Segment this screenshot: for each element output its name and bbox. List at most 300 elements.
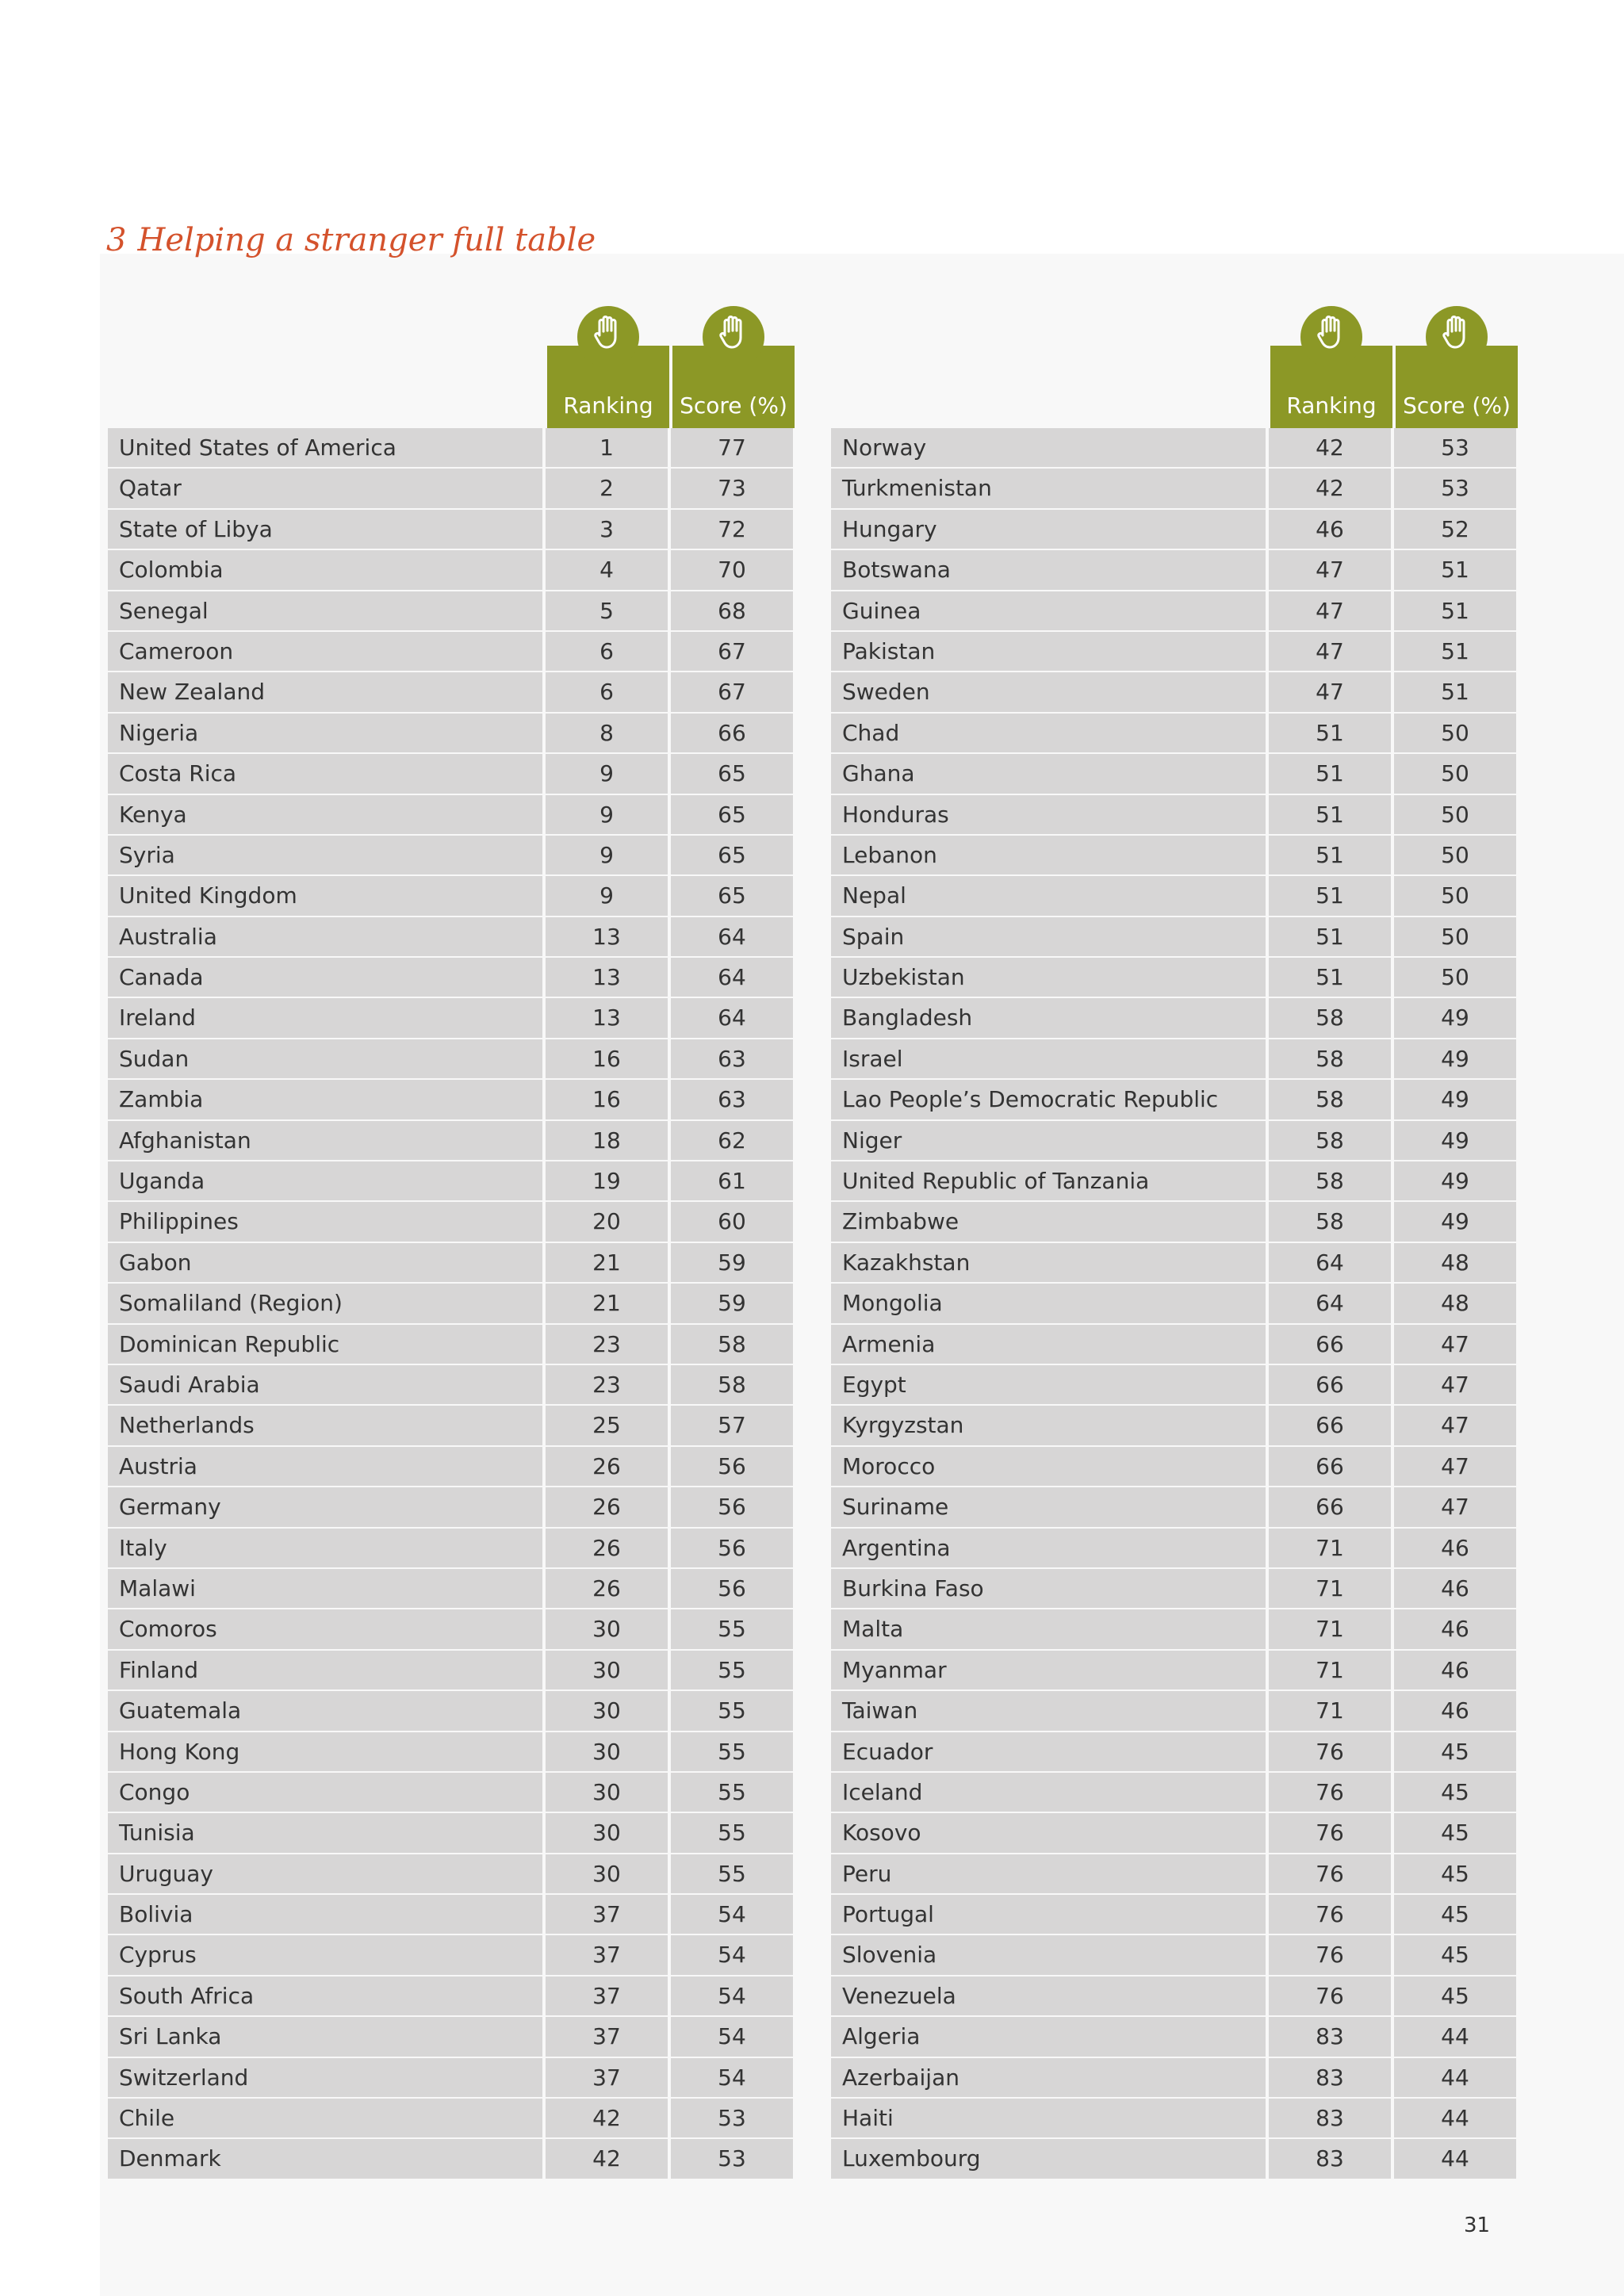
rank-cell: 37 — [546, 1895, 668, 1934]
table-row — [108, 754, 796, 793]
score-cell: 56 — [671, 1487, 793, 1526]
score-cell: 44 — [1394, 2099, 1516, 2137]
country-cell: Slovenia — [831, 1935, 1266, 1974]
table-row — [831, 2058, 1519, 2097]
table-row — [831, 2099, 1519, 2137]
score-cell: 46 — [1394, 1691, 1516, 1730]
score-cell: 46 — [1394, 1651, 1516, 1689]
table-row — [831, 672, 1519, 711]
table-row — [831, 1691, 1519, 1730]
country-cell: Afghanistan — [108, 1121, 542, 1160]
rank-cell: 76 — [1269, 1773, 1391, 1812]
country-cell: Haiti — [831, 2099, 1266, 2137]
table-row — [831, 1039, 1519, 1078]
table-row — [831, 754, 1519, 793]
table-row — [831, 1609, 1519, 1648]
score-cell: 45 — [1394, 1773, 1516, 1812]
table-row — [831, 1325, 1519, 1364]
score-cell: 50 — [1394, 836, 1516, 874]
ranking-header — [1270, 346, 1392, 428]
country-cell: Malta — [831, 1609, 1266, 1648]
score-cell: 45 — [1394, 1813, 1516, 1852]
rank-cell: 58 — [1269, 1080, 1391, 1119]
table-row — [831, 1243, 1519, 1282]
table-row — [108, 2058, 796, 2097]
table-header — [831, 306, 1519, 428]
rank-cell: 19 — [546, 1161, 668, 1200]
rank-cell: 58 — [1269, 1039, 1391, 1078]
score-cell: 48 — [1394, 1284, 1516, 1322]
score-cell: 46 — [1394, 1609, 1516, 1648]
score-cell: 51 — [1394, 550, 1516, 589]
table-row — [108, 1161, 796, 1200]
table-row — [831, 1529, 1519, 1567]
country-cell: Kenya — [108, 795, 542, 834]
title-text: Helping a stranger full table — [137, 222, 596, 258]
score-cell: 44 — [1394, 2058, 1516, 2097]
table-row — [831, 1813, 1519, 1852]
score-cell: 45 — [1394, 1854, 1516, 1893]
country-cell: United Kingdom — [108, 876, 542, 915]
table-row — [831, 591, 1519, 630]
rank-cell: 71 — [1269, 1691, 1391, 1730]
table-row — [831, 1202, 1519, 1241]
score-cell: 53 — [671, 2099, 793, 2137]
rank-cell: 26 — [546, 1487, 668, 1526]
page-number: 31 — [1464, 2214, 1491, 2237]
rank-cell: 8 — [546, 714, 668, 752]
rank-cell: 6 — [546, 632, 668, 671]
raised-hand-icon — [1426, 306, 1488, 368]
table-row — [108, 1529, 796, 1567]
score-cell: 45 — [1394, 1732, 1516, 1771]
table-row — [831, 1284, 1519, 1322]
score-cell: 55 — [671, 1691, 793, 1730]
table-row — [831, 1447, 1519, 1486]
rank-cell: 47 — [1269, 550, 1391, 589]
score-cell: 65 — [671, 795, 793, 834]
table-row — [108, 1243, 796, 1282]
table-row — [108, 998, 796, 1037]
table-row — [108, 2139, 796, 2178]
table-row — [108, 1080, 796, 1119]
table-row — [831, 1365, 1519, 1404]
country-cell: Netherlands — [108, 1406, 542, 1445]
table-row — [108, 1487, 796, 1526]
table-body — [108, 428, 796, 2179]
rank-cell: 42 — [1269, 428, 1391, 467]
rank-cell: 51 — [1269, 917, 1391, 956]
country-cell: Nepal — [831, 876, 1266, 915]
country-cell: Uruguay — [108, 1854, 542, 1893]
table-row — [831, 632, 1519, 671]
country-cell: Guinea — [831, 591, 1266, 630]
country-cell: Botswana — [831, 550, 1266, 589]
rank-cell: 42 — [546, 2099, 668, 2137]
rank-cell: 66 — [1269, 1365, 1391, 1404]
score-cell: 46 — [1394, 1529, 1516, 1567]
table-row — [108, 1284, 796, 1322]
country-cell: Bolivia — [108, 1895, 542, 1934]
table-row — [831, 1976, 1519, 2015]
country-cell: Kyrgyzstan — [831, 1406, 1266, 1445]
score-cell: 57 — [671, 1406, 793, 1445]
score-cell: 50 — [1394, 714, 1516, 752]
table-row — [108, 1976, 796, 2015]
rank-cell: 30 — [546, 1609, 668, 1648]
rank-cell: 9 — [546, 754, 668, 793]
table-row — [108, 550, 796, 589]
rank-cell: 66 — [1269, 1447, 1391, 1486]
rank-cell: 6 — [546, 672, 668, 711]
score-cell: 50 — [1394, 754, 1516, 793]
country-cell: United Republic of Tanzania — [831, 1161, 1266, 1200]
score-cell: 56 — [671, 1529, 793, 1567]
rank-cell: 21 — [546, 1284, 668, 1322]
score-cell: 47 — [1394, 1365, 1516, 1404]
rank-cell: 64 — [1269, 1243, 1391, 1282]
rank-cell: 18 — [546, 1121, 668, 1160]
score-cell: 77 — [671, 428, 793, 467]
rank-cell: 30 — [546, 1773, 668, 1812]
section-number: 3 — [106, 222, 127, 258]
country-cell: New Zealand — [108, 672, 542, 711]
raised-hand-icon — [703, 306, 764, 368]
score-cell: 60 — [671, 1202, 793, 1241]
country-cell: Hungary — [831, 510, 1266, 549]
table-row — [831, 550, 1519, 589]
table-row — [831, 998, 1519, 1037]
country-cell: Colombia — [108, 550, 542, 589]
country-cell: Azerbaijan — [831, 2058, 1266, 2097]
ranking-header — [547, 346, 669, 428]
ranking-header-label: Ranking — [563, 392, 653, 419]
country-cell: Cyprus — [108, 1935, 542, 1974]
rank-cell: 13 — [546, 958, 668, 997]
score-header — [1396, 346, 1518, 428]
table-row — [108, 1935, 796, 1974]
rank-cell: 83 — [1269, 2139, 1391, 2178]
rank-cell: 16 — [546, 1080, 668, 1119]
score-header — [672, 346, 795, 428]
country-cell: United States of America — [108, 428, 542, 467]
table-row — [108, 632, 796, 671]
table-row — [831, 1121, 1519, 1160]
score-cell: 54 — [671, 1935, 793, 1974]
rank-cell: 30 — [546, 1854, 668, 1893]
score-cell: 70 — [671, 550, 793, 589]
country-cell: Qatar — [108, 469, 542, 507]
score-cell: 55 — [671, 1732, 793, 1771]
country-cell: Sri Lanka — [108, 2017, 542, 2056]
table-row — [831, 836, 1519, 874]
rank-cell: 37 — [546, 2017, 668, 2056]
country-cell: Germany — [108, 1487, 542, 1526]
table-row — [831, 2017, 1519, 2056]
score-cell: 53 — [1394, 428, 1516, 467]
rank-cell: 51 — [1269, 958, 1391, 997]
score-cell: 53 — [1394, 469, 1516, 507]
country-cell: Lao People’s Democratic Republic — [831, 1080, 1266, 1119]
rank-cell: 23 — [546, 1365, 668, 1404]
score-cell: 72 — [671, 510, 793, 549]
rank-cell: 26 — [546, 1447, 668, 1486]
rank-cell: 83 — [1269, 2058, 1391, 2097]
country-cell: Syria — [108, 836, 542, 874]
rank-cell: 5 — [546, 591, 668, 630]
rank-cell: 58 — [1269, 1202, 1391, 1241]
rank-cell: 30 — [546, 1651, 668, 1689]
score-cell: 64 — [671, 917, 793, 956]
table-row — [108, 1813, 796, 1852]
rank-cell: 71 — [1269, 1651, 1391, 1689]
rank-cell: 66 — [1269, 1406, 1391, 1445]
score-cell: 65 — [671, 876, 793, 915]
score-cell: 46 — [1394, 1569, 1516, 1608]
rank-cell: 58 — [1269, 998, 1391, 1037]
rank-cell: 25 — [546, 1406, 668, 1445]
rank-cell: 76 — [1269, 1854, 1391, 1893]
table-row — [108, 2099, 796, 2137]
country-cell: Philippines — [108, 1202, 542, 1241]
rank-cell: 51 — [1269, 754, 1391, 793]
score-header-label: Score (%) — [680, 392, 787, 419]
table-row — [108, 1365, 796, 1404]
country-cell: Denmark — [108, 2139, 542, 2178]
score-cell: 56 — [671, 1569, 793, 1608]
score-cell: 56 — [671, 1447, 793, 1486]
country-cell: Zimbabwe — [831, 1202, 1266, 1241]
rank-cell: 37 — [546, 1935, 668, 1974]
page-title — [106, 222, 596, 258]
table-row — [108, 469, 796, 507]
rank-cell: 20 — [546, 1202, 668, 1241]
table-row — [108, 428, 796, 467]
country-cell: Ghana — [831, 754, 1266, 793]
score-cell: 73 — [671, 469, 793, 507]
country-cell: South Africa — [108, 1976, 542, 2015]
table-row — [108, 1121, 796, 1160]
score-cell: 49 — [1394, 1202, 1516, 1241]
country-cell: Zambia — [108, 1080, 542, 1119]
score-cell: 65 — [671, 836, 793, 874]
score-cell: 64 — [671, 958, 793, 997]
table-row — [108, 672, 796, 711]
score-cell: 55 — [671, 1773, 793, 1812]
score-cell: 54 — [671, 1976, 793, 2015]
rank-cell: 51 — [1269, 836, 1391, 874]
country-cell: Niger — [831, 1121, 1266, 1160]
table-row — [831, 1732, 1519, 1771]
table-row — [108, 1609, 796, 1648]
score-cell: 55 — [671, 1854, 793, 1893]
rank-cell: 2 — [546, 469, 668, 507]
score-cell: 47 — [1394, 1325, 1516, 1364]
score-cell: 49 — [1394, 1039, 1516, 1078]
rank-cell: 47 — [1269, 632, 1391, 671]
score-cell: 49 — [1394, 998, 1516, 1037]
rank-cell: 9 — [546, 836, 668, 874]
score-cell: 52 — [1394, 510, 1516, 549]
country-cell: Israel — [831, 1039, 1266, 1078]
score-cell: 50 — [1394, 876, 1516, 915]
country-cell: Saudi Arabia — [108, 1365, 542, 1404]
score-cell: 54 — [671, 2017, 793, 2056]
table-row — [108, 1406, 796, 1445]
country-cell: Iceland — [831, 1773, 1266, 1812]
rank-cell: 51 — [1269, 876, 1391, 915]
score-cell: 49 — [1394, 1161, 1516, 1200]
country-cell: Myanmar — [831, 1651, 1266, 1689]
country-cell: Bangladesh — [831, 998, 1266, 1037]
table-row — [831, 876, 1519, 915]
score-cell: 47 — [1394, 1487, 1516, 1526]
score-cell: 62 — [671, 1121, 793, 1160]
country-cell: Comoros — [108, 1609, 542, 1648]
country-cell: Senegal — [108, 591, 542, 630]
score-cell: 63 — [671, 1080, 793, 1119]
table-row — [108, 1202, 796, 1241]
table-row — [831, 2139, 1519, 2178]
country-cell: Argentina — [831, 1529, 1266, 1567]
country-cell: Austria — [108, 1447, 542, 1486]
score-cell: 53 — [671, 2139, 793, 2178]
rank-cell: 76 — [1269, 1935, 1391, 1974]
table-row — [831, 1080, 1519, 1119]
score-cell: 58 — [671, 1325, 793, 1364]
country-cell: Ecuador — [831, 1732, 1266, 1771]
rank-cell: 1 — [546, 428, 668, 467]
rank-cell: 47 — [1269, 591, 1391, 630]
table-row — [831, 1569, 1519, 1608]
table-row — [108, 1854, 796, 1893]
score-cell: 44 — [1394, 2139, 1516, 2178]
country-cell: Sudan — [108, 1039, 542, 1078]
country-cell: Hong Kong — [108, 1732, 542, 1771]
score-cell: 66 — [671, 714, 793, 752]
rank-cell: 46 — [1269, 510, 1391, 549]
country-cell: Luxembourg — [831, 2139, 1266, 2178]
table-row — [108, 1651, 796, 1689]
table-row — [831, 1854, 1519, 1893]
table-row — [831, 1773, 1519, 1812]
score-cell: 55 — [671, 1813, 793, 1852]
table-row — [108, 1447, 796, 1486]
ranking-header-label: Ranking — [1286, 392, 1377, 419]
country-cell: Spain — [831, 917, 1266, 956]
rank-cell: 83 — [1269, 2017, 1391, 2056]
country-cell: Morocco — [831, 1447, 1266, 1486]
rank-cell: 30 — [546, 1732, 668, 1771]
table-header — [108, 306, 796, 428]
rank-cell: 9 — [546, 795, 668, 834]
score-cell: 58 — [671, 1365, 793, 1404]
score-cell: 49 — [1394, 1121, 1516, 1160]
rank-cell: 4 — [546, 550, 668, 589]
country-cell: Finland — [108, 1651, 542, 1689]
country-cell: Algeria — [831, 2017, 1266, 2056]
rank-cell: 51 — [1269, 795, 1391, 834]
country-cell: Tunisia — [108, 1813, 542, 1852]
score-cell: 51 — [1394, 632, 1516, 671]
table-row — [108, 876, 796, 915]
rank-cell: 9 — [546, 876, 668, 915]
rank-cell: 71 — [1269, 1609, 1391, 1648]
table-row — [108, 1039, 796, 1078]
table-row — [108, 1569, 796, 1608]
rank-cell: 51 — [1269, 714, 1391, 752]
score-cell: 61 — [671, 1161, 793, 1200]
country-cell: Suriname — [831, 1487, 1266, 1526]
country-cell: Ireland — [108, 998, 542, 1037]
rank-cell: 42 — [1269, 469, 1391, 507]
table-row — [108, 795, 796, 834]
country-cell: Norway — [831, 428, 1266, 467]
table-row — [108, 2017, 796, 2056]
rank-cell: 76 — [1269, 1976, 1391, 2015]
rank-cell: 58 — [1269, 1121, 1391, 1160]
rank-cell: 66 — [1269, 1325, 1391, 1364]
rank-cell: 66 — [1269, 1487, 1391, 1526]
table-row — [831, 510, 1519, 549]
country-cell: Gabon — [108, 1243, 542, 1282]
score-cell: 50 — [1394, 958, 1516, 997]
rank-cell: 83 — [1269, 2099, 1391, 2137]
country-cell: State of Libya — [108, 510, 542, 549]
rank-cell: 26 — [546, 1569, 668, 1608]
rank-cell: 37 — [546, 2058, 668, 2097]
table-body — [831, 428, 1519, 2179]
table-row — [108, 1732, 796, 1771]
table-row — [108, 510, 796, 549]
score-cell: 55 — [671, 1651, 793, 1689]
country-cell: Chad — [831, 714, 1266, 752]
score-cell: 48 — [1394, 1243, 1516, 1282]
score-cell: 54 — [671, 1895, 793, 1934]
rank-cell: 13 — [546, 998, 668, 1037]
country-cell: Venezuela — [831, 1976, 1266, 2015]
score-cell: 67 — [671, 632, 793, 671]
rank-cell: 30 — [546, 1691, 668, 1730]
country-cell: Kosovo — [831, 1813, 1266, 1852]
score-cell: 67 — [671, 672, 793, 711]
table-row — [831, 714, 1519, 752]
rank-cell: 30 — [546, 1813, 668, 1852]
country-cell: Malawi — [108, 1569, 542, 1608]
table-row — [831, 428, 1519, 467]
score-cell: 59 — [671, 1284, 793, 1322]
country-cell: Congo — [108, 1773, 542, 1812]
country-cell: Costa Rica — [108, 754, 542, 793]
table-row — [831, 1406, 1519, 1445]
table-row — [108, 836, 796, 874]
table-row — [108, 591, 796, 630]
rank-cell: 26 — [546, 1529, 668, 1567]
table-row — [108, 958, 796, 997]
country-cell: Taiwan — [831, 1691, 1266, 1730]
table-row — [831, 1487, 1519, 1526]
score-cell: 44 — [1394, 2017, 1516, 2056]
country-cell: Portugal — [831, 1895, 1266, 1934]
table-row — [108, 917, 796, 956]
score-cell: 45 — [1394, 1976, 1516, 2015]
table-row — [831, 1651, 1519, 1689]
country-cell: Turkmenistan — [831, 469, 1266, 507]
country-cell: Honduras — [831, 795, 1266, 834]
score-cell: 47 — [1394, 1447, 1516, 1486]
table-row — [108, 714, 796, 752]
country-cell: Cameroon — [108, 632, 542, 671]
